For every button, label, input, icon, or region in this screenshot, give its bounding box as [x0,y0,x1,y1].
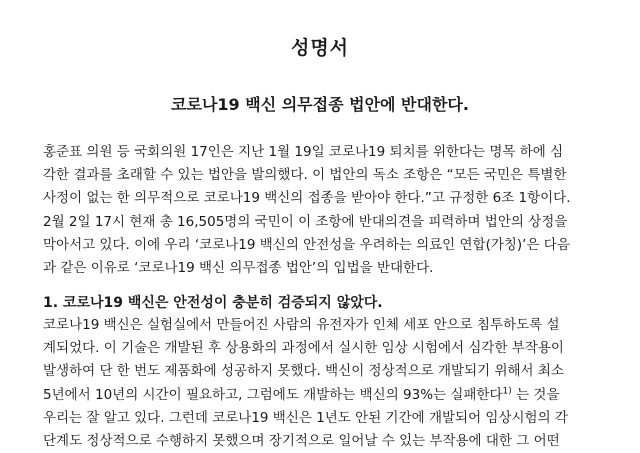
text-line: 각한 결과를 초래할 수 있는 법안을 발의했다. 이 법안의 독소 조항은 “모든 국민은 특별한 [43,167,567,184]
section-heading: 1. 코로나19 백신은 안전성이 충분히 검증되지 않았다. [43,295,383,311]
document-subtitle: 코로나19 백신 의무접종 법안에 반대한다. [171,95,469,114]
text-line-with-footnote [43,384,623,407]
text-line: 2월 2일 17시 현재 총 16,505명의 국민이 이 조항에 반대의견을 피력하며 법안의 상정을 [43,213,568,230]
text-line: 발생하여 단 한 번도 제품화에 성공하지 못했다. 백신이 정상적으로 개발되기 위해서 최소 [43,363,564,380]
text-segment: 는 것을 [511,386,560,403]
document-title: 성명서 [290,37,350,59]
footnote-marker[interactable]: 1) [502,386,512,397]
text-line: 막아서고 있다. 이에 우리 ‘코로나19 백신의 안전성을 우려하는 의료인 연합(가칭)’은 다음 [43,236,570,253]
text-line: 과 같은 이유로 ‘코로나19 백신 의무접종 법안’의 입법을 반대한다. [43,259,434,276]
text-line: 홍준표 의원 등 국회의원 17인은 지난 1월 19일 코로나19 퇴치를 위한다는 명목 하에 심 [43,144,564,160]
text-line: 코로나19 백신은 실험실에서 만들어진 사람의 유전자가 인체 세포 안으로 침투하도록 설 [43,317,560,333]
text-line: 우리는 잘 알고 있다. 그런데 코로나19 백신은 1년도 안된 기간에 개발되어 임상시험의 각 [43,409,568,426]
text-line: 계되었다. 이 기술은 개발된 후 상용화의 과정에서 실시한 임상 시험에서 심각한 부작용이 [43,340,564,357]
text-line: 단계도 정상적으로 수행하지 못했으며 장기적으로 일어날 수 있는 부작용에 대한 그 어떤 [43,432,560,449]
intro-paragraph [43,141,623,280]
text-segment: 5년에서 10년의 시간이 필요하고, 그럼에도 개발하는 백신의 93%는 실패한다 [43,386,503,403]
section-paragraph [43,314,623,453]
text-line: 사정이 없는 한 의무적으로 코로나19 백신의 접종을 받아야 한다.”고 규정한 6조 1항이다. [43,190,571,207]
